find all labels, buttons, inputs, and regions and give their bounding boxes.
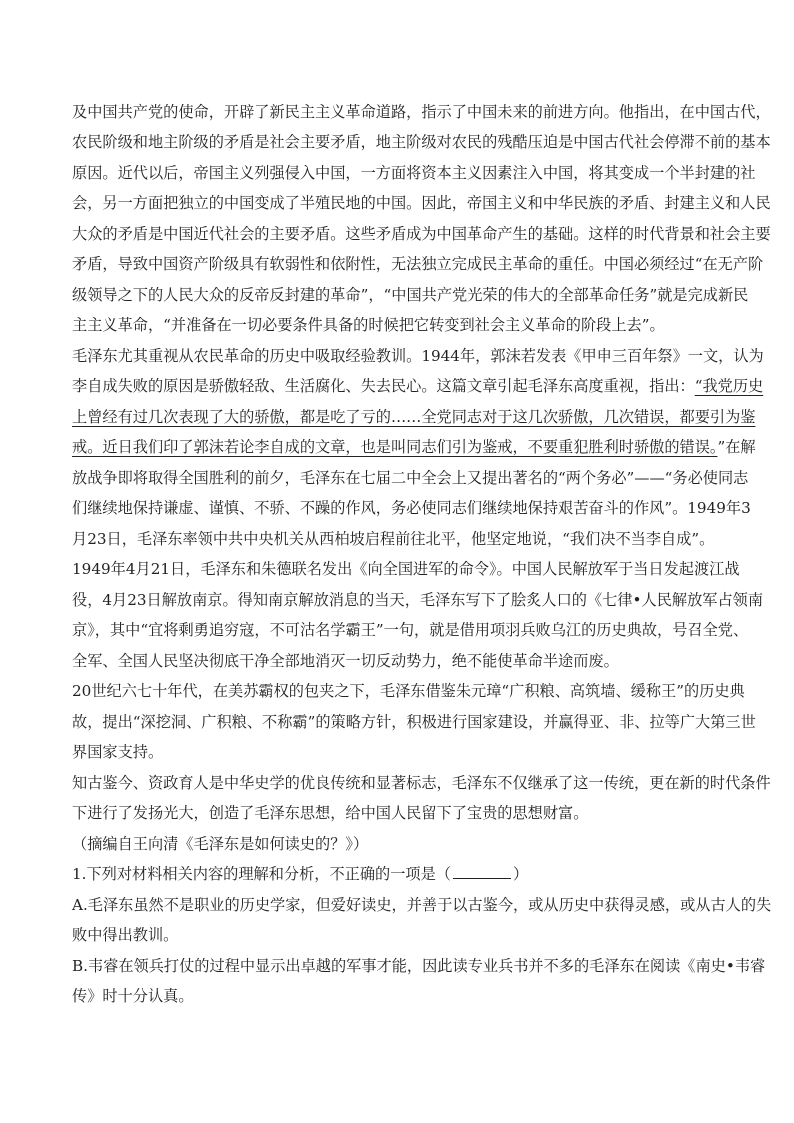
question-text: 1.下列对材料相关内容的理解和分析，不正确的一项是（ (72, 865, 451, 883)
question-stem (72, 864, 722, 884)
paragraph-line: 们继续地保持谦虚、谨慎、不骄、不躁的作风，务必使同志们继续地保持艰苦奋斗的作风”。1949年3 (72, 499, 751, 517)
paragraph-line (72, 376, 764, 396)
line-text: 李自成失败的原因是骄傲轻敌、生活腐化、失去民心。这篇文章引起毛泽东高度重视，指出： (72, 377, 695, 395)
paragraph-line: 月23日，毛泽东率领中共中央机关从西柏坡启程前往北平，他坚定地说，“我们决不当李自成”。 (72, 530, 715, 548)
paragraph-line: 原因。近代以后，帝国主义列强侵入中国，一方面将资本主义因素注入中国，将其变成一个半封建的社 (72, 164, 756, 182)
option-a-continued: 败中得出教训。 (72, 926, 179, 944)
option-a: A.毛泽东虽然不是职业的历史学家，但爱好读史，并善于以古鉴今，或从历史中获得灵感，或从古人的失 (72, 896, 772, 914)
paragraph-line: 及中国共产党的使命，开辟了新民主主义革命道路，指示了中国未来的前进方向。他指出，在中国古代， (72, 103, 771, 121)
quote-underlined: 戒。近日我们印了郭沫若论李自成的文章，也是叫同志们引为鉴戒，不要重犯胜利时骄傲的错误。 (72, 438, 718, 456)
paragraph-line: 矛盾，导致中国资产阶级具有软弱性和依附性，无法独立完成民主革命的重任。中国必须经过“在无产阶 (72, 255, 764, 273)
paragraph-line: 故，提出“深挖洞、广积粮、不称霸”的策略方针，积极进行国家建设，并赢得亚、非、拉等广大第三世 (72, 713, 756, 731)
quote-underlined: “我党历史 (694, 377, 764, 395)
paragraph-line: 级领导之下的人民大众的反帝反封建的革命”，“中国共产党光荣的伟大的全部革命任务”就是完成新民 (72, 286, 749, 304)
paragraph-line: 下进行了发扬光大，创造了毛泽东思想，给中国人民留下了宝贵的思想财富。 (72, 804, 589, 822)
paragraph-line: 大众的矛盾是中国近代社会的主要矛盾。这些矛盾成为中国革命产生的基础。这样的时代背景和社会主要 (72, 225, 771, 243)
paragraph-line: 1949年4月21日，毛泽东和朱德联名发出《向全国进军的命令》。中国人民解放军于当日发起渡江战 (72, 560, 740, 578)
paragraph-line (72, 437, 756, 457)
source-citation: （摘编自王向清《毛泽东是如何读史的？》） (72, 835, 369, 853)
paragraph-line: 主主义革命，“并准备在一切必要条件具备的时候把它转变到社会主义革命的阶段上去”。 (72, 316, 665, 334)
quote-underlined-line: 上曾经有过几次表现了大的骄傲，都是吃了亏的……全党同志对于这几次骄傲，几次错误，都要引为鉴 (72, 408, 756, 426)
paragraph-line: 会，另一方面把独立的中国变成了半殖民地的中国。因此，帝国主义和中华民族的矛盾、封建主义和人民 (72, 194, 771, 212)
paragraph-line: 20世纪六七十年代，在美苏霸权的包夹之下，毛泽东借鉴朱元璋“广积粮、高筑墙、缓称王”的历史典 (72, 682, 745, 700)
paragraph-line: 知古鉴今、资政育人是中华史学的优良传统和显著标志，毛泽东不仅继承了这一传统，更在新的时代条件 (72, 774, 771, 792)
answer-blank[interactable] (453, 864, 511, 879)
option-b: B.韦睿在领兵打仗的过程中显示出卓越的军事才能，因此读专业兵书并不多的毛泽东在阅读《南史•韦睿 (72, 957, 766, 975)
paragraph-line: 界国家支持。 (72, 743, 164, 761)
paragraph-line: 京》，其中“宜将剩勇追穷寇，不可沽名学霸王”一句，就是借用项羽兵败乌江的历史典故，号召全党、 (72, 621, 749, 639)
paragraph-line: 毛泽东尤其重视从农民革命的历史中吸取经验教训。1944年，郭沫若发表《甲申三百年祭》一文，认为 (72, 347, 764, 365)
option-b-continued: 传》时十分认真。 (72, 987, 194, 1005)
question-text-end: ） (513, 865, 529, 883)
line-text: ”在解 (717, 438, 756, 456)
paragraph-line: 役，4月23日解放南京。得知南京解放消息的当天，毛泽东写下了脍炙人口的《七律•人民解放军占领南 (72, 591, 764, 609)
paragraph-line: 农民阶级和地主阶级的矛盾是社会主要矛盾，地主阶级对农民的残酷压迫是中国古代社会停滞不前的基本 (72, 133, 771, 151)
paragraph-line: 放战争即将取得全国胜利的前夕，毛泽东在七届二中全会上又提出著名的“两个务必”——“务必使同志 (72, 469, 749, 487)
paragraph-line: 全军、全国人民坚决彻底干净全部地消灭一切反动势力，绝不能使革命半途而废。 (72, 652, 619, 670)
